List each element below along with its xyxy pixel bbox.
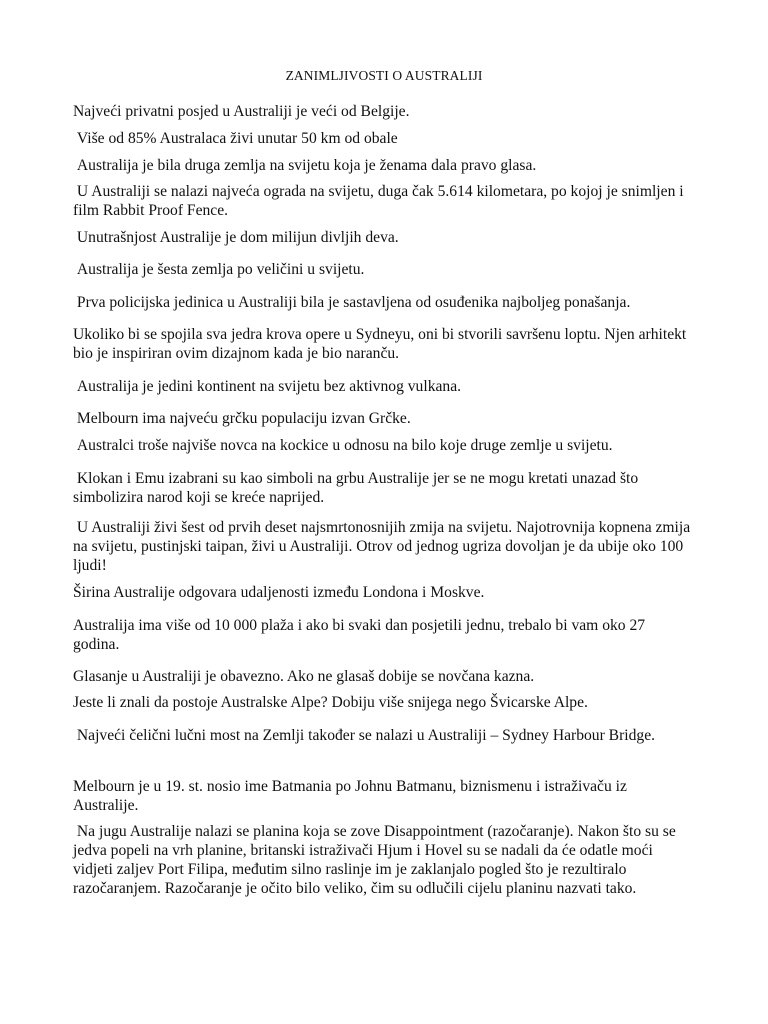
paragraph-voting: Glasanje u Australiji je obavezno. Ako ne glasaš dobije se novčana kazna. [73,668,535,685]
paragraph-batmania: Melbourn je u 19. st. nosio ime Batmania po Johnu Batmanu, biznismenu i istraživaču iz Australije. [73,778,630,814]
paragraph-first-police: Prva policijska jedinica u Australiji bila je sastavljena od osuđenika najboljeg ponašanja. [73,294,631,311]
paragraph-beaches: Australija ima više od 10 000 plaža i ako bi svaki dan posjetili jednu, trebalo bi vam oko 27 godina. [73,617,649,653]
paragraph-opera-house: Ukoliko bi se spojila sva jedra krova opere u Sydneyu, oni bi stvorili savršenu loptu. Njen arhitekt bio je inspiriran ovim dizajnom kada je bio naranču. [73,326,691,362]
paragraph-gambling: Australci troše najviše novca na kockice u odnosu na bilo koje druge zemlje u svijetu. [73,437,613,454]
paragraph-women-vote: Australija je bila druga zemlja na svijetu koja je ženama dala pravo glasa. [73,157,537,174]
paragraph-harbour-bridge: Najveći čelični lučni most na Zemlji također se nalazi u Australiji – Sydney Harbour Bridge. [73,727,656,744]
paragraph-disappointment: Na jugu Australije nalazi se planina koja se zove Disappointment (razočaranje). Nakon što su se jedva popeli na vrh planine, britanski istraživači Hjum i Hovel su se nadali da će odatle moći vidjeti zaljev Port Filipa, međutim silno raslinje im je zaklanjalo pogled što je rezultiralo razočaranjem. Razočaranje je očito bilo veliko, čim su odlučili cijelu planinu nazvati tako. [73,823,680,897]
paragraph-width: Širina Australije odgovara udaljenosti između Londona i Moskve. [73,584,485,601]
paragraph-largest-property: Najveći privatni posjed u Australiji je veći od Belgije. [73,103,410,120]
document-title: ZANIMLJIVOSTI O AUSTRALIJI [285,68,483,83]
paragraph-sixth-largest: Australija je šesta zemlja po veličini u svijetu. [73,261,365,278]
paragraph-coat-of-arms: Klokan i Emu izabrani su kao simboli na grbu Australije jer se ne mogu kretati unazad što simbolizira narod koji se kreće naprijed. [73,470,643,506]
paragraph-snakes: U Australiji živi šest od prvih deset najsmrtonosnijih zmija na svijetu. Najotrovnija kopnena zmija na svijetu, pustinjski taipan, živi u Australiji. Otrov od jednog ugriza dovoljan je da ubije oko 100 ljudi! [73,519,695,574]
paragraph-coast-population: Više od 85% Australaca živi unutar 50 km od obale [73,130,398,147]
paragraph-wild-camels: Unutrašnjost Australije je dom milijun divljih deva. [73,229,399,246]
paragraph-no-volcano: Australija je jedini kontinent na svijetu bez aktivnog vulkana. [73,378,462,395]
paragraph-alps: Jeste li znali da postoje Australske Alpe? Dobiju više snijega nego Švicarske Alpe. [73,694,588,711]
paragraph-greek-population: Melbourn ima najveću grčku populaciju izvan Grčke. [73,410,411,427]
paragraph-largest-fence: U Australiji se nalazi najveća ograda na svijetu, duga čak 5.614 kilometara, po kojoj je snimljen i film Rabbit Proof Fence. [73,183,688,219]
